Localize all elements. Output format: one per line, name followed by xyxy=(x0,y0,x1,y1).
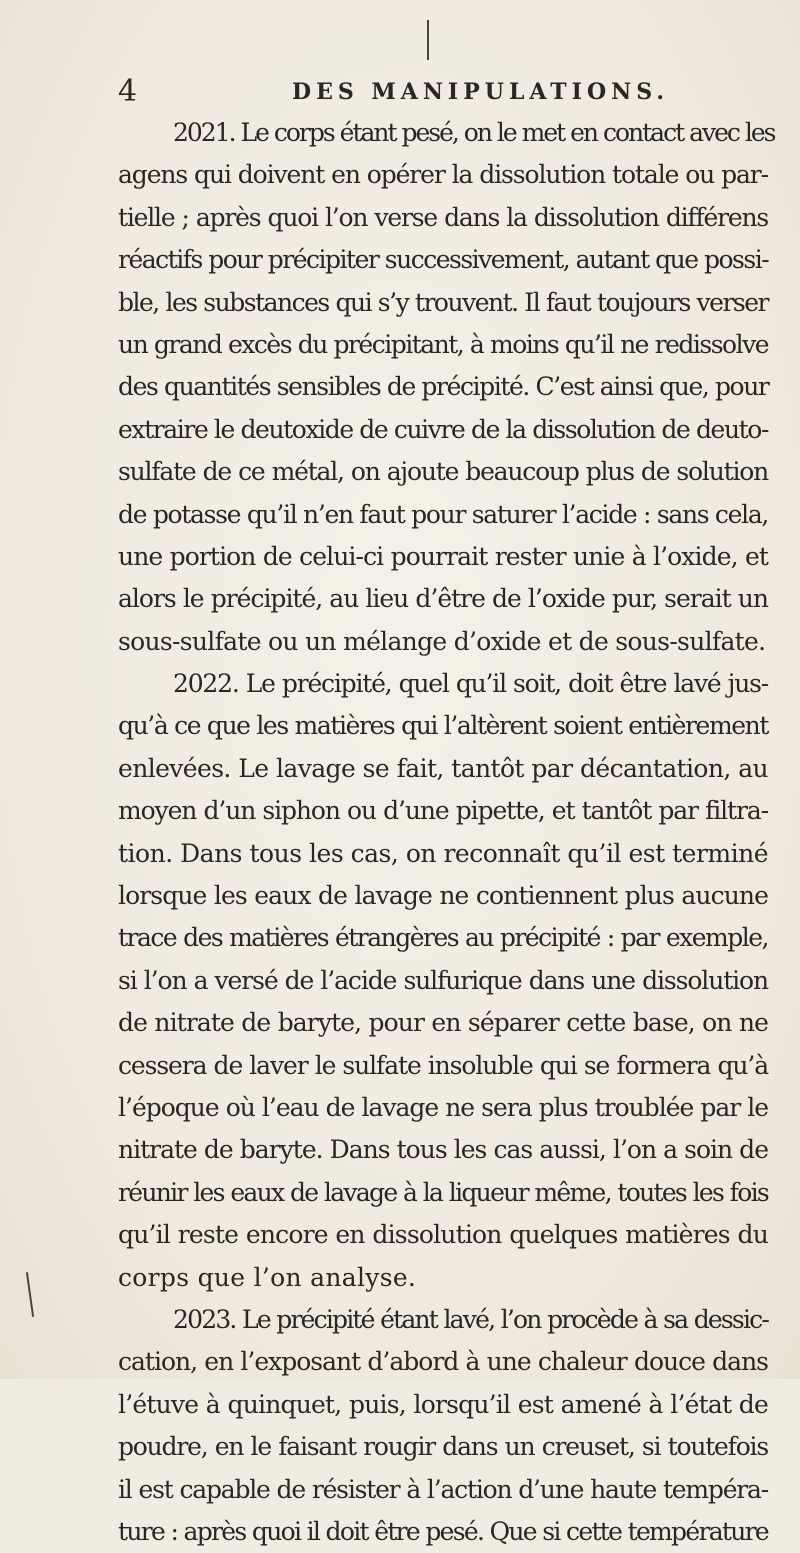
text-line: qu’il reste encore en dissolution quelques matières du xyxy=(118,1220,768,1250)
text-line: corps que l’on analyse. xyxy=(118,1262,417,1292)
text-line: sous-sulfate ou un mélange d’oxide et de sous-sulfate. xyxy=(118,626,766,656)
text-line: 2022. Le précipité, quel qu’il soit, doit être lavé jus- xyxy=(173,669,768,699)
text-line: cation, en l’exposant d’abord à une chaleur douce dans xyxy=(118,1347,768,1377)
text-line: de potasse qu’il n’en faut pour saturer l’acide : sans cela, xyxy=(118,499,769,529)
text-line: une portion de celui-ci pourrait rester unie à l’oxide, et xyxy=(118,541,768,571)
text-line: ble, les substances qui s’y trouvent. Il faut toujours verser xyxy=(118,287,768,317)
text-line: 2021. Le corps étant pesé, on le met en contact avec les xyxy=(173,118,775,147)
text-line: ture : après quoi il doit être pesé. Que si cette température xyxy=(118,1516,768,1546)
text-line: sulfate de ce métal, on ajoute beaucoup plus de solution xyxy=(118,457,768,487)
page-header xyxy=(118,72,768,112)
text-line: enlevées. Le lavage se fait, tantôt par décantation, au xyxy=(118,753,768,783)
margin-mark xyxy=(427,20,429,60)
text-line: cessera de laver le sulfate insoluble qui se formera qu’à xyxy=(118,1050,768,1080)
text-line: l’étuve à quinquet, puis, lorsqu’il est amené à l’état de xyxy=(118,1389,768,1419)
text-line: agens qui doivent en opérer la dissolution totale ou par- xyxy=(118,160,768,190)
text-line: tion. Dans tous les cas, on reconnaît qu’il est terminé xyxy=(118,838,768,868)
page-number: 4 xyxy=(118,74,138,109)
text-line: alors le précipité, au lieu d’être de l’oxide pur, serait un xyxy=(118,584,768,614)
text-line: moyen d’un siphon ou d’une pipette, et tantôt par filtra- xyxy=(118,796,768,826)
text-line: tielle ; après quoi l’on verse dans la dissolution différens xyxy=(118,202,768,232)
text-line: si l’on a versé de l’acide sulfurique dans une dissolution xyxy=(118,965,768,995)
text-line: trace des matières étrangères au précipité : par exemple, xyxy=(118,923,768,953)
text-line: réactifs pour précipiter successivement, autant que possi- xyxy=(118,245,769,275)
text-line: il est capable de résister à l’action d’une haute tempéra- xyxy=(118,1474,768,1504)
text-line: de nitrate de baryte, pour en séparer cette base, on ne xyxy=(118,1008,768,1038)
running-title: DES MANIPULATIONS. xyxy=(292,79,669,105)
text-line: des quantités sensibles de précipité. C’est ainsi que, pour xyxy=(118,372,769,402)
body-text xyxy=(118,112,775,1553)
text-line: un grand excès du précipitant, à moins qu’il ne redissolve xyxy=(118,329,768,359)
text-line: réunir les eaux de lavage à la liqueur même, toutes les fois xyxy=(118,1177,768,1207)
text-line: nitrate de baryte. Dans tous les cas aussi, l’on a soin de xyxy=(118,1135,768,1165)
margin-mark xyxy=(26,1272,34,1317)
text-line: lorsque les eaux de lavage ne contiennent plus aucune xyxy=(118,881,768,911)
text-line: l’époque où l’eau de lavage ne sera plus troublée par le xyxy=(118,1092,768,1122)
text-line: 2023. Le précipité étant lavé, l’on procède à sa dessic- xyxy=(173,1304,768,1334)
text-line: poudre, en le faisant rougir dans un creuset, si toutefois xyxy=(118,1432,768,1462)
text-line: extraire le deutoxide de cuivre de la dissolution de deuto- xyxy=(118,414,768,444)
text-line: qu’à ce que les matières qui l’altèrent soient entièrement xyxy=(118,711,768,741)
